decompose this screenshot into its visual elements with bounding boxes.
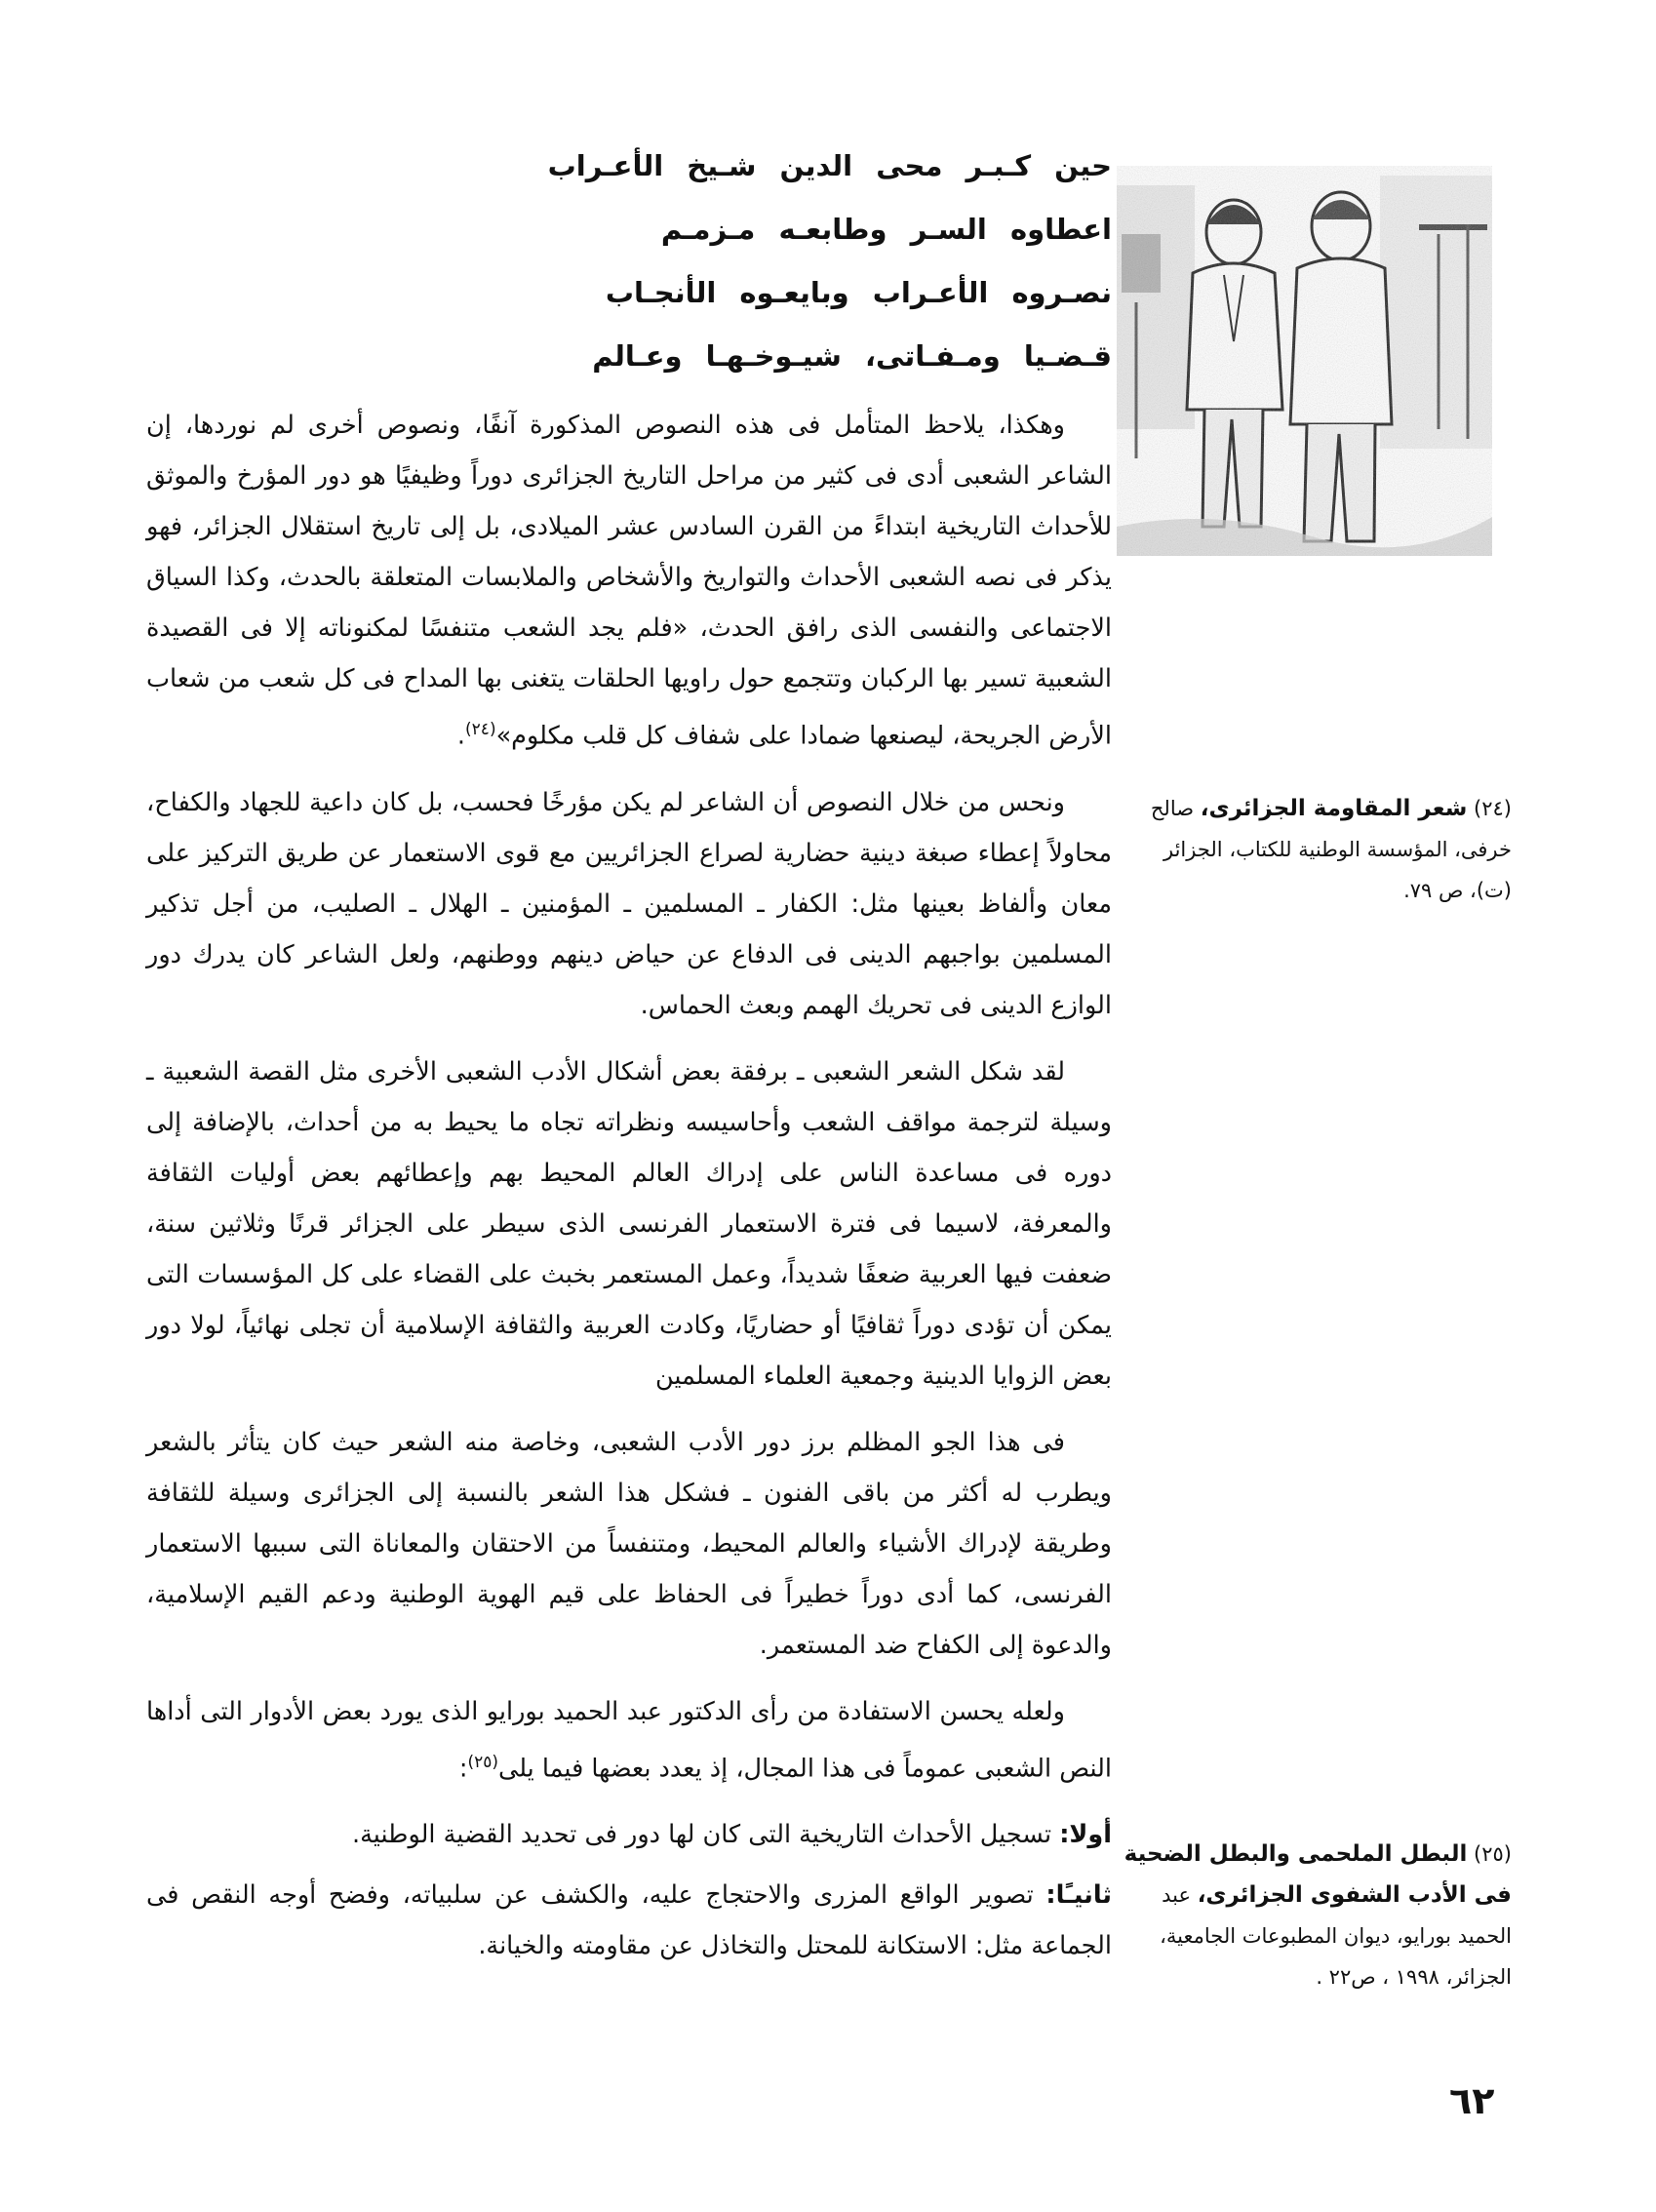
point-label: أولا: <box>1059 1820 1112 1849</box>
main-text-column <box>146 146 1112 1981</box>
list-item <box>146 1809 1112 1860</box>
footnote-ref-25: (٢٥) <box>467 1752 498 1772</box>
list-item <box>146 1870 1112 1971</box>
verse-line: قـضـيا ومـفـاتى، شيـوخـهـا وعـالم <box>592 339 1112 373</box>
paragraph: فى هذا الجو المظلم برز دور الأدب الشعبى، وخاصة منه الشعر حيث كان يتأثر بالشعر ويطرب له أكثر من باقى الفنون ـ فشكل هذا الشعر بالنسبة إلى الجزائرى وسيلة للثقافة وطريقة لإدراك الأشياء والعالم المحيط، ومتنفساً من الاحتقان والمعاناة التى سببها الاستعمار الفرنسى، كما أدى دوراً خطيراً فى الحفاظ على قيم الهوية الوطنية ودعم القيم الإسلامية، والدعوة إلى الكفاح ضد المستعمر. <box>146 1427 1112 1660</box>
footnote-ref-24: (٢٤) <box>465 720 496 739</box>
verse-line: حين كـبـر محى الدين شـيخ الأعـراب <box>547 149 1112 182</box>
poem-verses <box>146 146 1112 375</box>
note-number: (٢٤) <box>1474 797 1512 820</box>
note-text: صالح خرفى، المؤسسة الوطنية للكتاب، الجزائر (ت)، ص ٧٩. <box>1150 797 1512 902</box>
note-text: عبد الحميد بورايو، ديوان المطبوعات الجامعية، الجزائر، ١٩٩٨ ، ص٢٢ . <box>1160 1883 1512 1989</box>
point-text: تسجيل الأحداث التاريخية التى كان لها دور فى تحديد القضية الوطنية. <box>352 1820 1052 1849</box>
paragraph: ولعله يحسن الاستفادة من رأى الدكتور عبد الحميد بورايو الذى يورد بعض الأدوار التى أداها النص الشعبى عموماً فى هذا المجال، إذ يعدد بعضها فيما يلى$^{(٢٥)}$: <box>146 1696 1112 1783</box>
point-label: ثانيـًا: <box>1045 1880 1112 1910</box>
side-note-24 <box>1122 788 1512 911</box>
point-text: تصوير الواقع المزرى والاحتجاج عليه، والكشف عن سلبياته، وفضح أوجه النقص فى الجماعة مثل: الاستكانة للمحتل والتخاذل عن مقاومته والخيانة. <box>146 1880 1112 1960</box>
verse-line: اعطاوه السـر وطابعـه مـزمـم <box>660 213 1112 246</box>
note-title: شعر المقاومة الجزائرى، <box>1200 796 1468 821</box>
side-note-25 <box>1122 1834 1512 1997</box>
photo-two-children <box>1117 166 1492 556</box>
verse-line: نصـروه الأعـراب وبايعـوه الأنجـاب <box>605 276 1112 309</box>
paragraph: ونحس من خلال النصوص أن الشاعر لم يكن مؤرخًا فحسب، بل كان داعية للجهاد والكفاح، محاولاً إعطاء صبغة دينية حضارية لصراع الجزائريين مع قوى الاستعمار عن طريق التركيز على معان وألفاظ بعينها مثل: الكفار ـ المسلمين ـ المؤمنين ـ الهلال ـ الصليب، من أجل تذكير المسلمين بواجبهم الدينى فى الدفاع عن حياض دينهم ووطنهم، ولعل الشاعر كان يدرك دور الوازع الدينى فى تحريك الهمم وبعث الحماس. <box>146 787 1112 1020</box>
paragraph: لقد شكل الشعر الشعبى ـ برفقة بعض أشكال الأدب الشعبى الأخرى مثل القصة الشعبية ـ وسيلة لترجمة مواقف الشعب وأحاسيسه ونظراته تجاه ما يحيط به من أحداث، بالإضافة إلى دوره فى مساعدة الناس على إدراك العالم المحيط بهم وإعطائهم بعض أوليات الثقافة والمعرفة، لاسيما فى فترة الاستعمار الفرنسى الذى سيطر على الجزائر قرنًا وثلاثين سنة، ضعفت فيها العربية ضعفًا شديداً، وعمل المستعمر بخبث على القضاء على كل المؤسسات التى يمكن أن تؤدى دوراً ثقافيًا أو حضاريًا، وكادت العربية والثقافة الإسلامية أن تجلى نهائياً، لولا دور بعض الزوايا الدينية وجمعية العلماء المسلمين <box>146 1056 1112 1391</box>
note-title: البطل الملحمى والبطل الضحية فى الأدب الشفوى الجزائرى، <box>1124 1841 1512 1908</box>
paragraph: وهكذا، يلاحظ المتأمل فى هذه النصوص المذكورة آنفًا، ونصوص أخرى لم نوردها، إن الشاعر الشعبى أدى فى كثير من مراحل التاريخ الجزائرى دوراً وظيفيًا هو دور المؤرخ والموثق للأحداث التاريخية ابتداءً من القرن السادس عشر الميلادى، بل إلى تاريخ استقلال الجزائر، فهو يذكر فى نصه الشعبى الأحداث والتواريخ والأشخاص والملابسات المتعلقة بالحدث، وكذا السياق الاجتماعى والنفسى الذى رافق الحدث، «فلم يجد الشعب متنفسًا لمكنوناته إلا فى القصيدة الشعبية تسير بها الركبان وتتجمع حول راويها الحلقات يتغنى بها المداح فى كل شعب من شعاب الأرض الجريحة، ليصنعها ضمادا على شفاف كل قلب مكلوم»$^{(٢٤)}$. <box>146 411 1112 751</box>
page-number: ٦٢ <box>1449 2079 1495 2122</box>
note-number: (٢٥) <box>1474 1842 1512 1866</box>
